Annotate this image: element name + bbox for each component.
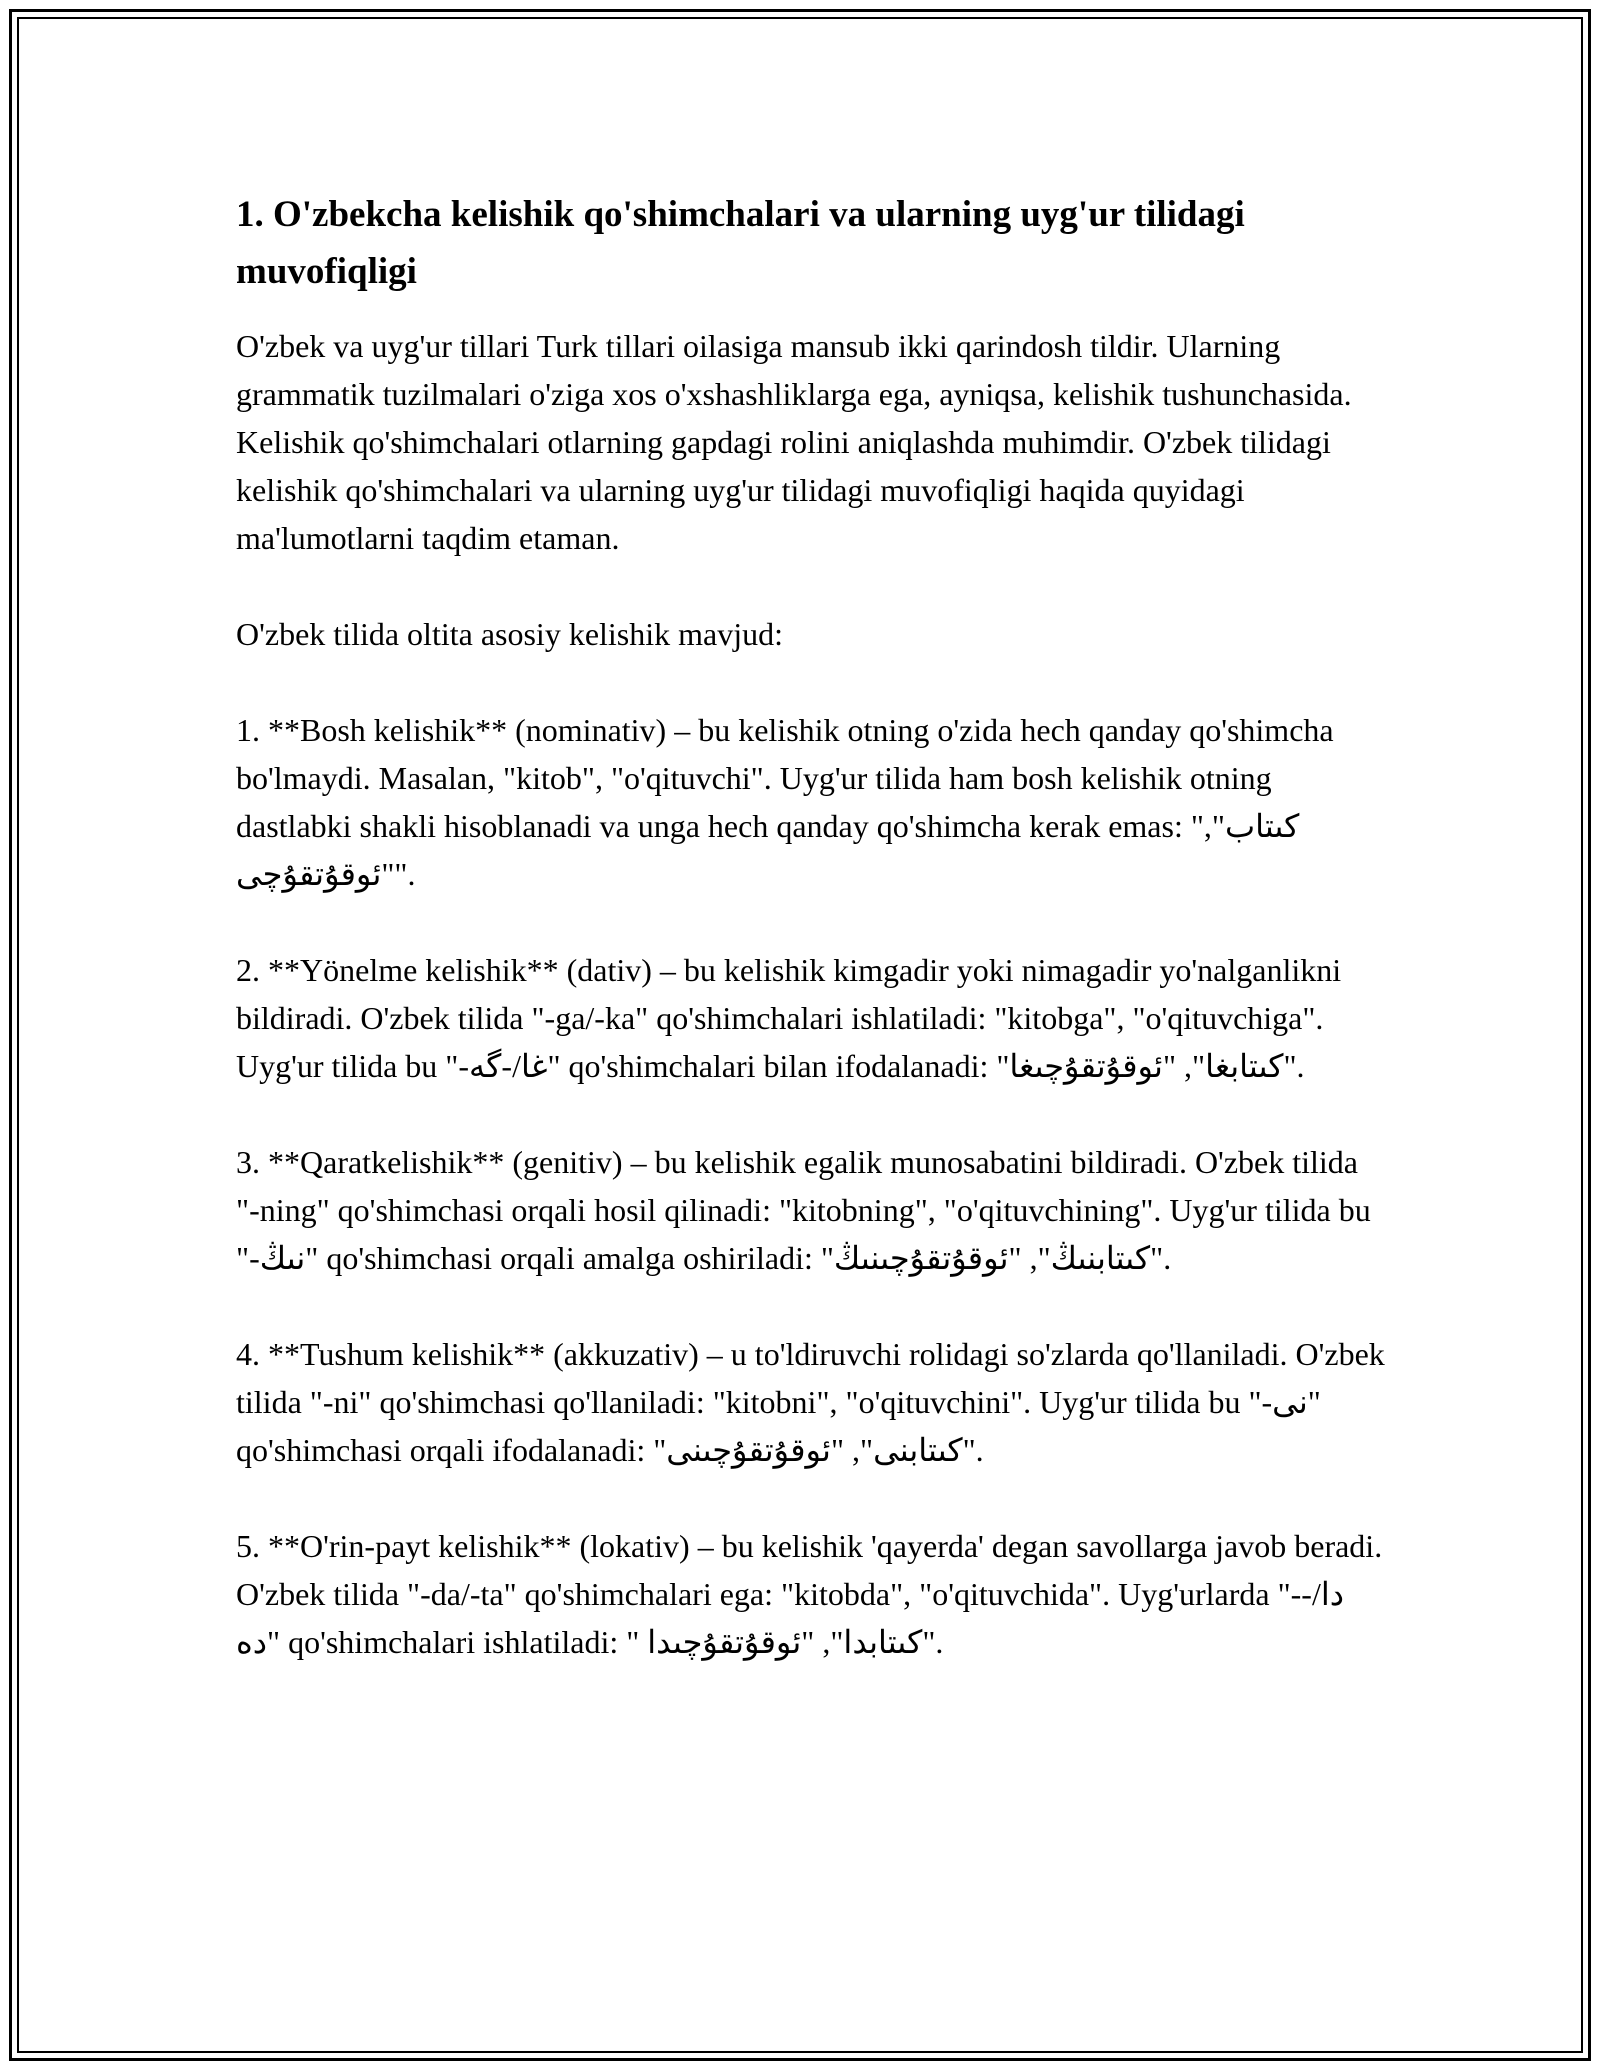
lead-paragraph: O'zbek tilida oltita asosiy kelishik mavjud: (236, 616, 784, 652)
case-item-dative: 2. **Yönelme kelishik** (dativ) – bu kelishik kimgadir yoki nimagadir yo'nalganlikni bildiradi. O'zbek tilida "-ga/-ka" qo'shimchalari ishlatiladi: "kitobga", "o'qituvchiga". Uyg'ur tilida bu "-غا/-گە" qo'shimchalari bilan ifodalanadi: "كىتابغا", "ئوقۇتقۇچىغا". (236, 952, 1342, 1084)
case-item-genitive: 3. **Qaratkelishik** (genitiv) – bu kelishik egalik munosabatini bildiradi. O'zbek tilida "-ning" qo'shimchasi orqali hosil qilinadi: "kitobning", "o'qituvchining". Uyg'ur tilida bu "-نىڭ" qo'shimchasi orqali amalga oshiriladi: "كىتابنىڭ", "ئوقۇتقۇچىنىڭ". (236, 1144, 1371, 1276)
section-heading: 1. O'zbekcha kelishik qo'shimchalari va ularning uyg'ur tilidagi muvofiqligi (236, 194, 1245, 292)
case-item-nominative: 1. **Bosh kelishik** (nominativ) – bu kelishik otning o'zida hech qanday qo'shimcha bo'lmaydi. Masalan, "kitob", "o'qituvchi". Uyg'ur tilida ham bosh kelishik otning dastlabki shakli hisoblanadi va unga hech qanday qo'shimcha kerak emas: "كىتاب", "ئوقۇتقۇچى". (236, 712, 1334, 892)
case-item-locative: 5. **O'rin-payt kelishik** (lokativ) – bu kelishik 'qayerda' degan savollarga javob beradi. O'zbek tilida "-da/-ta" qo'shimchalari ega: "kitobda", "o'qituvchida". Uyg'urlarda "-دا/-دە" qo'shimchalari ishlatiladi: " كىتابدا", "ئوقۇتقۇچىدا". (236, 1528, 1383, 1660)
intro-paragraph: O'zbek va uyg'ur tillari Turk tillari oilasiga mansub ikki qarindosh tildir. Ularning grammatik tuzilmalari o'ziga xos o'xshashliklarga ega, ayniqsa, kelishik tushunchasida. Kelishik qo'shimchalari otlarning gapdagi rolini aniqlashda muhimdir. O'zbek tilidagi kelishik qo'shimchalari va ularning uyg'ur tilidagi muvofiqligi haqida quyidagi ma'lumotlarni taqdim etaman. (236, 328, 1352, 556)
case-item-accusative: 4. **Tushum kelishik** (akkuzativ) – u to'ldiruvchi rolidagi so'zlarda qo'llaniladi. O'zbek tilida "-ni" qo'shimchasi qo'llaniladi: "kitobni", "o'qituvchini". Uyg'ur tilida bu "-نى" qo'shimchasi orqali ifodalanadi: "كىتابنى", "ئوقۇتقۇچىنى". (236, 1336, 1385, 1468)
document-body (236, 186, 1386, 1714)
